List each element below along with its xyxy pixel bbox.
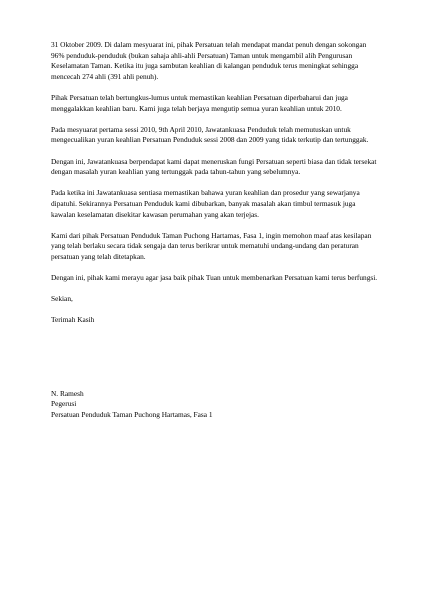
letter-paragraph-7: Dengan ini, pihak kami merayu agar jasa baik pihak Tuan untuk membenarkan Persatuan kami terus berfungsi. [51, 273, 378, 283]
closing-line: Terimah Kasih [51, 315, 95, 325]
signature-block [51, 389, 381, 421]
signatory-name: N. Ramesh [51, 388, 84, 398]
letter-paragraph-3: Pada mesyuarat pertama sessi 2010, 9th April 2010, Jawatankuasa Penduduk telah memutuskan untuk mengecualikan yuran keahlian Persatuan Penduduk sessi 2008 dan 2009 yang tidak terkutip dan tertunggak. [51, 124, 369, 145]
letter-page [51, 40, 381, 420]
signatory-organization: Persatuan Penduduk Taman Puchong Hartamas, Fasa 1 [51, 409, 213, 419]
salutation: Sekian, [51, 294, 73, 304]
letter-paragraph-2: Pihak Persatuan telah bertungkus-lumus untuk memastikan keahlian Persatuan diperbaharui dan juga menggalakkan keahlian baru. Kami juga telah berjaya mengutip semua yuran keahlian untuk 2010. [51, 92, 348, 113]
letter-paragraph-6: Kami dari pihak Persatuan Penduduk Taman Puchong Hartamas, Fasa 1, ingin memohon maaf atas kesilapan yang telah berlaku secara tidak sengaja dan terus berikrar untuk mematuhi undang-undang dan peraturan persatuan yang telah ditetapkan. [51, 230, 372, 261]
letter-paragraph-4: Dengan ini, Jawatankuasa berpendapat kami dapat meneruskan fungi Persatuan seperti biasa dan tidak tersekat dengan masalah yuran keahlian yang tertunggak pada tahun-tahun yang sebelumnya. [51, 156, 377, 177]
letter-paragraph-5: Pada ketika ini Jawatankuasa sentiasa memastikan bahawa yuran keahlian dan prosedur yang sewarjanya dipatuhi. Sekirannya Persatuan Penduduk kami dibubarkan, banyak masalah akan timbul termasuk juga kawalan keselamatan disekitar kawasan perumahan yang akan terjejas. [51, 188, 360, 219]
signature-space [51, 337, 381, 389]
signatory-title: Pegerusi [51, 399, 77, 409]
letter-paragraph-1: 31 Oktober 2009. Di dalam mesyuarat ini, pihak Persatuan telah mendapat mandat penuh dengan sokongan 96% penduduk-penduduk (bukan sahaja ahli-ahli Persatuan) Taman untuk mengambil alih Pengurusan Keselamatan Taman. Ketika itu juga sambutan keahlian di kalangan penduduk terus meningkat sehingga mencecah 274 ahli (391 ahli penuh). [51, 40, 367, 81]
